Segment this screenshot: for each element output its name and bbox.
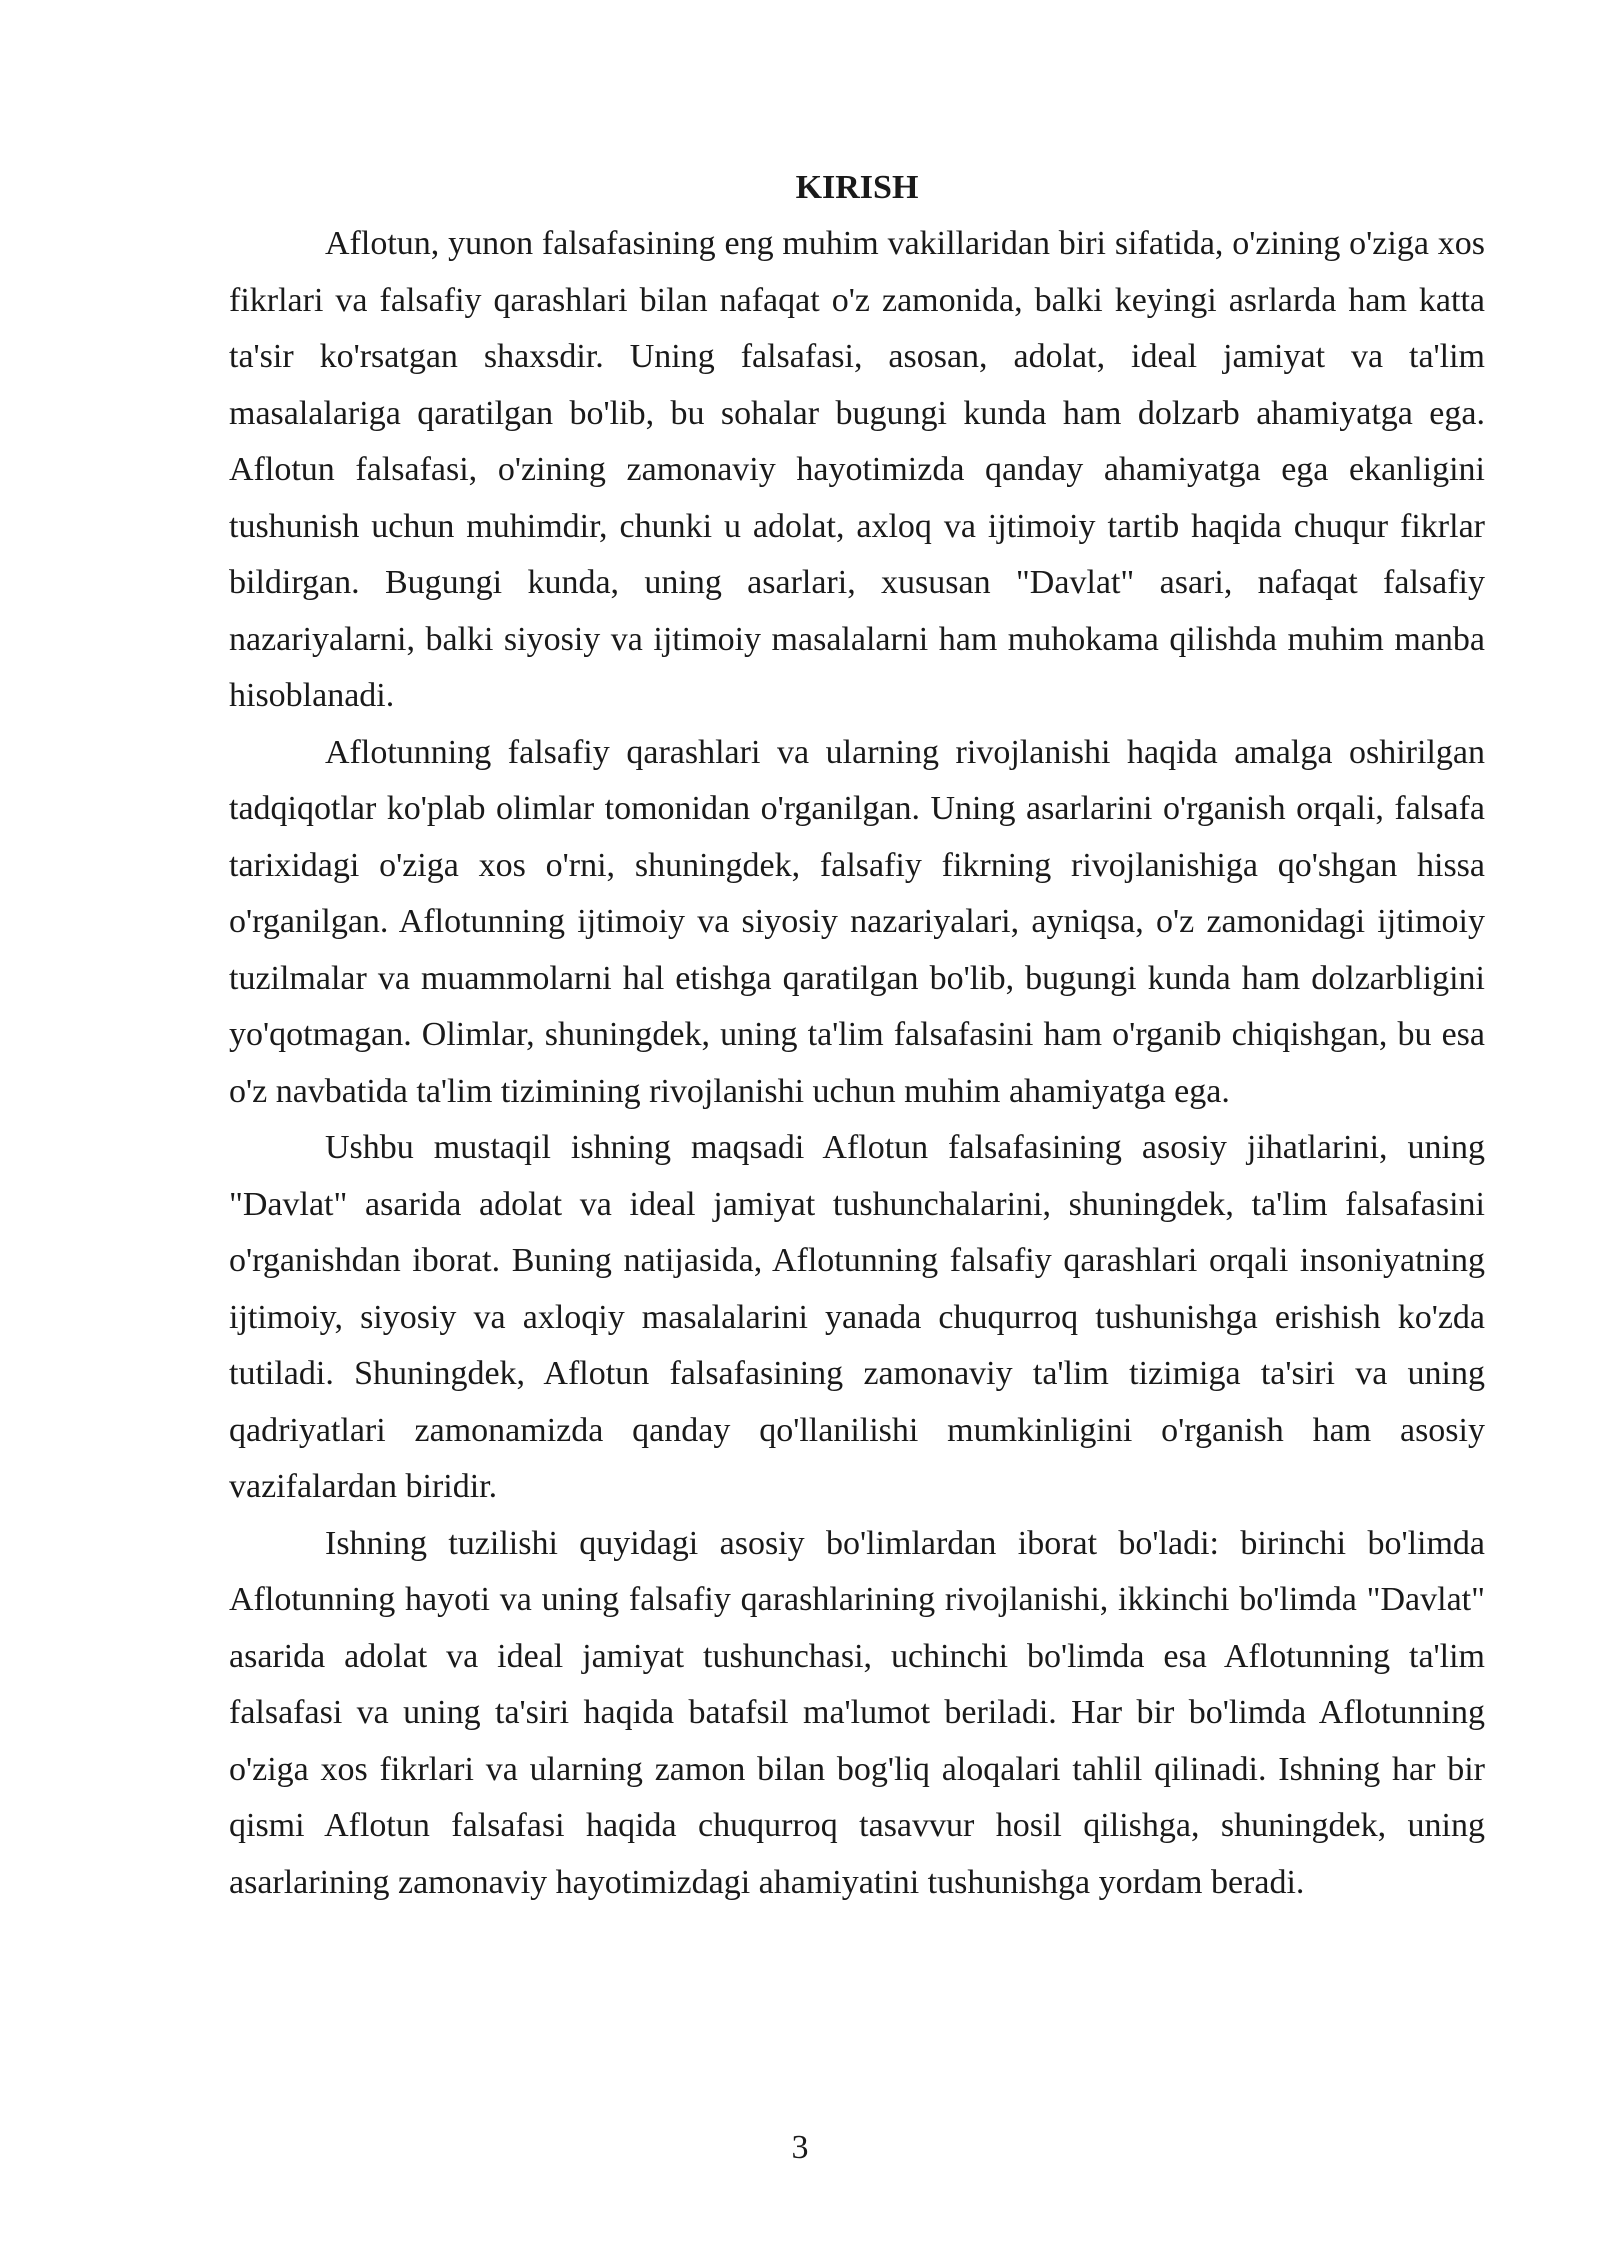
page-number: 3 [791, 2129, 809, 2166]
section-heading: KIRISH [795, 169, 919, 206]
paragraph-1: Aflotun, yunon falsafasining eng muhim vakillaridan biri sifatida, o'zining o'ziga xos fikrlari va falsafiy qarashlari bilan nafaqat o'z zamonida, balki keyingi asrlarda ham katta ta'sir ko'rsatgan shaxsdir. Uning falsafasi, asosan, adolat, ideal jamiyat va ta'lim masalalariga qaratilgan bo'lib, bu sohalar bugungi kunda ham dolzarb ahamiyatga ega. Aflotun falsafasi, o'zining zamonaviy hayotimizda qanday ahamiyatga ega ekanligini tushunish uchun muhimdir, chunki u adolat, axloq va ijtimoiy tartib haqida chuqur fikrlar bildirgan. Bugungi kunda, uning asarlari, xususan "Davlat" asari, nafaqat falsafiy nazariyalarni, balki siyosiy va ijtimoiy masalalarni ham muhokama qilishda muhim manba hisoblanadi. [229, 225, 1485, 714]
paragraph-2: Aflotunning falsafiy qarashlari va ularning rivojlanishi haqida amalga oshirilgan tadqiqotlar ko'plab olimlar tomonidan o'rganilgan. Uning asarlarini o'rganish orqali, falsafa tarixidagi o'ziga xos o'rni, shuningdek, falsafiy fikrning rivojlanishiga qo'shgan hissa o'rganilgan. Aflotunning ijtimoiy va siyosiy nazariyalari, ayniqsa, o'z zamonidagi ijtimoiy tuzilmalar va muammolarni hal etishga qaratilgan bo'lib, bugungi kunda ham dolzarbligini yo'qotmagan. Olimlar, shuningdek, uning ta'lim falsafasini ham o'rganib chiqishgan, bu esa o'z navbatida ta'lim tizimining rivojlanishi uchun muhim ahamiyatga ega. [229, 733, 1485, 1110]
paragraph-4: Ishning tuzilishi quyidagi asosiy bo'limlardan iborat bo'ladi: birinchi bo'limda Aflotunning hayoti va uning falsafiy qarashlarining rivojlanishi, ikkinchi bo'limda "Davlat" asarida adolat va ideal jamiyat tushunchasi, uchinchi bo'limda esa Aflotunning ta'lim falsafasi va uning ta'siri haqida batafsil ma'lumot beriladi. Har bir bo'limda Aflotunning o'ziga xos fikrlari va ularning zamon bilan bog'liq aloqalari tahlil qilinadi. Ishning har bir qismi Aflotun falsafasi haqida chuqurroq tasavvur hosil qilishga, shuningdek, uning asarlarining zamonaviy hayotimizdagi ahamiyatini tushunishga yordam beradi. [229, 1524, 1485, 1901]
paragraph-3: Ushbu mustaqil ishning maqsadi Aflotun falsafasining asosiy jihatlarini, uning "Davlat" asarida adolat va ideal jamiyat tushunchalarini, shuningdek, ta'lim falsafasini o'rganishdan iborat. Buning natijasida, Aflotunning falsafiy qarashlari orqali insoniyatning ijtimoiy, siyosiy va axloqiy masalalarini yanada chuqurroq tushunishga erishish ko'zda tutiladi. Shuningdek, Aflotun falsafasining zamonaviy ta'lim tizimiga ta'siri va uning qadriyatlari zamonamizda qanday qo'llanilishi mumkinligini o'rganish ham asosiy vazifalardan biridir. [229, 1129, 1485, 1505]
page-content [229, 160, 1485, 1911]
